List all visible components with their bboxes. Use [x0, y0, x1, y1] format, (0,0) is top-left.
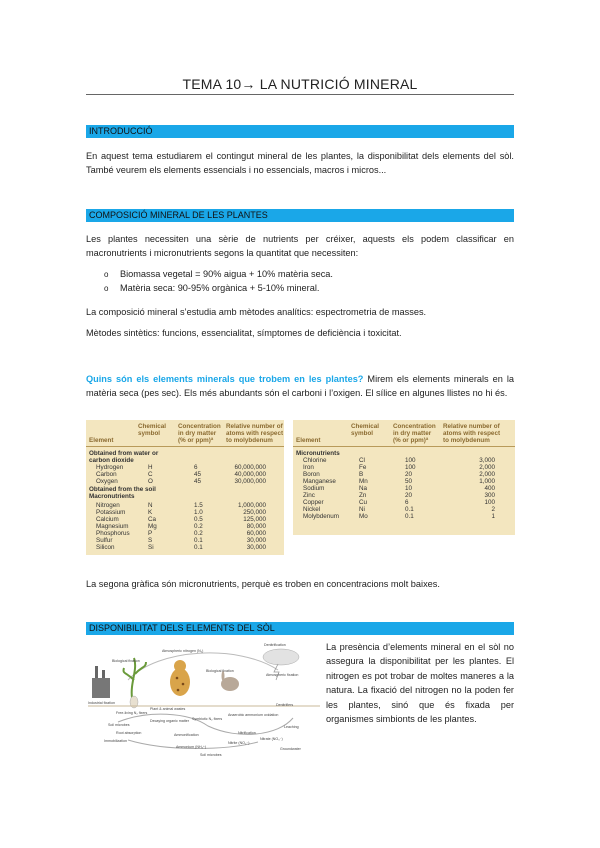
composicio-paragraph-3: Mètodes sintètics: funcions, essencialitat, símptomes de deficiència i toxicitat.: [86, 328, 402, 338]
table-row: [293, 471, 515, 478]
cell-element: Manganese: [303, 478, 336, 485]
cell-concentration: 1.0: [194, 509, 203, 516]
cell-symbol: Mg: [148, 523, 157, 530]
cell-concentration: 10: [405, 485, 413, 492]
figure-label: Soil microbes: [200, 753, 222, 757]
bullet-text: Biomassa vegetal = 90% aigua + 10% matèria seca.: [120, 269, 333, 279]
cell-element: Nickel: [303, 506, 321, 513]
cell-symbol: Cu: [359, 499, 368, 506]
cell-concentration: 0.5: [194, 516, 203, 523]
header-concentration: Concentration in dry matter (% or ppm)ª: [178, 423, 221, 444]
title-underline: [86, 94, 514, 95]
cell-concentration: 0.2: [194, 523, 203, 530]
cell-symbol: H: [148, 464, 153, 471]
cell-symbol: N: [148, 502, 153, 509]
cell-element: Oxygen: [96, 478, 118, 485]
intro-paragraph: En aquest tema estudiarem el contingut mineral de les plantes, la disponibilitat dels elements del sòl. També veurem els elements essencials i no essencials, macros i micros...: [86, 151, 514, 175]
cell-symbol: K: [148, 509, 153, 516]
group-micronutrients: Micronutrients: [296, 450, 340, 457]
answer-text: Mirem els elements minerals en la matèria seca (pes sec). Els més abundants són el carboni i l’oxigen. El sílice en algunes llistes no hi és.: [86, 374, 514, 398]
header-element: Element: [296, 437, 321, 444]
cell-element: Calcium: [96, 516, 119, 523]
cell-concentration: 0.2: [194, 530, 203, 537]
figure-label: Nitrification: [238, 731, 256, 735]
table-row: [293, 513, 515, 520]
cell-element: Magnesium: [96, 523, 129, 530]
cell-element: Carbon: [96, 471, 117, 478]
cell-element: Zinc: [303, 492, 315, 499]
cell-concentration: 1.5: [194, 502, 203, 509]
cell-concentration: 100: [405, 464, 416, 471]
table-row: [86, 537, 284, 544]
micronutrients-table: [293, 420, 515, 535]
cell-concentration: 45: [194, 478, 202, 485]
cell-element: Nitrogen: [96, 502, 120, 509]
figure-label: Ammonification: [174, 733, 199, 737]
table-row: [86, 530, 284, 537]
figure-label: Biological fixation: [206, 669, 234, 673]
figure-label: Soil microbes: [108, 723, 130, 727]
section-heading-composicio: COMPOSICIÓ MINERAL DE LES PLANTES: [86, 209, 514, 222]
figure-label: Immobilization: [104, 739, 127, 743]
group-water-co2: Obtained from water or carbon dioxide: [89, 450, 159, 464]
cell-relative: 100: [484, 499, 495, 506]
cell-concentration: 0.1: [405, 513, 414, 520]
figure-label: Decaying organic matter: [150, 719, 189, 723]
table-row: [86, 478, 284, 485]
figure-label: Nitrate (NO₃⁻): [260, 737, 283, 741]
cell-relative: 60,000: [246, 530, 266, 537]
cell-symbol: Cl: [359, 457, 365, 464]
cell-relative: 60,000,000: [234, 464, 266, 471]
cell-element: Iron: [303, 464, 314, 471]
table-row: [293, 478, 515, 485]
leopard-icon: [170, 668, 190, 696]
table-row: [86, 523, 284, 530]
cell-element: Copper: [303, 499, 324, 506]
cell-element: Boron: [303, 471, 320, 478]
table-row: [86, 471, 284, 478]
cell-relative: 250,000: [243, 509, 266, 516]
table-row: [293, 492, 515, 499]
question-text: Quins són els elements minerals que trobem en les plantes?: [86, 374, 364, 384]
cell-symbol: Mo: [359, 513, 368, 520]
cell-symbol: S: [148, 537, 153, 544]
table-row: [293, 506, 515, 513]
figure-label: Groundwater: [280, 747, 301, 751]
cell-concentration: 0.1: [405, 506, 414, 513]
cell-element: Phosphorus: [96, 530, 130, 537]
cell-element: Sodium: [303, 485, 325, 492]
figure-label: Plant & animal wastes: [150, 707, 186, 711]
table-row: [293, 457, 515, 464]
cell-relative: 30,000,000: [234, 478, 266, 485]
figure-label: Free-living N₂ fixers: [116, 711, 148, 715]
table-row: [86, 509, 284, 516]
group-soil: Obtained from the soil: [89, 486, 156, 493]
subgroup-macronutrients: Macronutrients: [89, 493, 135, 500]
figure-label: Industrial fixation: [88, 701, 115, 705]
table-row: [86, 502, 284, 509]
after-tables-paragraph: La segona gràfica són micronutrients, perquè es troben en concentracions molt baixes.: [86, 579, 440, 589]
table-row: [293, 499, 515, 506]
figure-label: Atmospheric fixation: [266, 673, 299, 677]
nitrogen-cycle-figure: [88, 640, 320, 760]
macronutrients-table: [86, 420, 284, 555]
header-concentration: Concentration in dry matter (% or ppm)ª: [393, 423, 436, 444]
bullet-marker: o: [104, 284, 109, 293]
cloud-icon: [263, 649, 299, 665]
cell-relative: 125,000: [243, 516, 266, 523]
cell-symbol: O: [148, 478, 153, 485]
page-title: TEMA 10→ LA NUTRICIÓ MINERAL: [182, 76, 418, 92]
cell-symbol: Zn: [359, 492, 367, 499]
cell-concentration: 100: [405, 457, 416, 464]
factory-icon: [92, 678, 110, 698]
figure-label: Nitrite (NO₂⁻): [228, 741, 250, 745]
figure-label: Atmospheric nitrogen (N₂): [162, 649, 204, 653]
cell-element: Sulfur: [96, 537, 113, 544]
cell-symbol: Ni: [359, 506, 365, 513]
cell-concentration: 0.1: [194, 544, 203, 551]
cell-concentration: 6: [405, 499, 409, 506]
cell-element: Potassium: [96, 509, 126, 516]
table-row: [86, 464, 284, 471]
cell-symbol: Ca: [148, 516, 157, 523]
table-row: [86, 516, 284, 523]
cell-relative: 1: [491, 513, 495, 520]
cell-relative: 30,000: [246, 537, 266, 544]
disponibilitat-paragraph: La presència d’elements mineral en el sòl no assegura la disponibilitat per les plantes. El nitrogen es pot trobar de moltes maneres a la natura. La fixació del nitrogen no la poden fer les plantes, sinó que és fixada per organismes simbionts de les plantes.: [326, 642, 514, 725]
cell-concentration: 20: [405, 492, 413, 499]
cell-concentration: 0.1: [194, 537, 203, 544]
cell-relative: 30,000: [246, 544, 266, 551]
composicio-paragraph-1: Les plantes necessiten una sèrie de nutrients per créixer, aquests els podem classificar en macronutrients i micronutrients segons la quantitat que necessiten:: [86, 234, 514, 258]
cell-relative: 400: [484, 485, 495, 492]
cell-symbol: C: [148, 471, 153, 478]
header-symbol: Chemical symbol: [138, 423, 166, 437]
cell-concentration: 45: [194, 471, 202, 478]
figure-label: Symbiotic N₂ fixers: [192, 717, 223, 721]
section-heading-intro: INTRODUCCIÓ: [86, 125, 514, 138]
cell-relative: 40,000,000: [234, 471, 266, 478]
bullet-text: Matèria seca: 90-95% orgànica + 5-10% mineral.: [120, 283, 320, 293]
section-heading-disponibilitat: DISPONIBILITAT DELS ELEMENTS DEL SÒL: [86, 622, 514, 635]
table-header: [293, 420, 515, 447]
cell-symbol: P: [148, 530, 153, 537]
composicio-paragraph-2: La composició mineral s’estudia amb mètodes analítics: espectrometria de masses.: [86, 307, 427, 317]
table-row: [293, 464, 515, 471]
cell-relative: 1,000,000: [237, 502, 266, 509]
cell-relative: 2,000: [479, 464, 495, 471]
bullet-marker: o: [104, 270, 109, 279]
figure-label: Root absorption: [116, 731, 142, 735]
cell-symbol: B: [359, 471, 364, 478]
table-row: [293, 485, 515, 492]
cell-element: Silicon: [96, 544, 115, 551]
cell-element: Hydrogen: [96, 464, 124, 471]
cell-element: Chlorine: [303, 457, 327, 464]
header-relative: Relative number of atoms with respect to molybdenum: [443, 423, 501, 444]
figure-label: Ammonium (NH₄⁺): [176, 745, 207, 749]
cell-symbol: Na: [359, 485, 368, 492]
cell-relative: 80,000: [246, 523, 266, 530]
cell-symbol: Mn: [359, 478, 368, 485]
cell-relative: 300: [484, 492, 495, 499]
cell-relative: 2: [491, 506, 495, 513]
header-symbol: Chemical symbol: [351, 423, 379, 437]
figure-label: Denitrification: [264, 643, 286, 647]
header-element: Element: [89, 437, 114, 444]
cell-symbol: Si: [148, 544, 154, 551]
cell-concentration: 20: [405, 471, 413, 478]
table-header: [86, 420, 284, 447]
cell-concentration: 6: [194, 464, 198, 471]
figure-label: Denitrifiers: [276, 703, 294, 707]
cell-symbol: Fe: [359, 464, 367, 471]
table-row: [86, 544, 284, 551]
cell-relative: 1,000: [479, 478, 495, 485]
cell-relative: 2,000: [479, 471, 495, 478]
cell-element: Molybdenum: [303, 513, 340, 520]
figure-label: Leaching: [284, 725, 299, 729]
figure-label: Biological fixation: [112, 659, 140, 663]
question-paragraph: [86, 372, 514, 400]
figure-label: Anaerobic ammonium oxidation: [228, 713, 279, 717]
cell-concentration: 50: [405, 478, 413, 485]
header-relative: Relative number of atoms with respect to molybdenum: [226, 423, 284, 444]
cell-relative: 3,000: [479, 457, 495, 464]
